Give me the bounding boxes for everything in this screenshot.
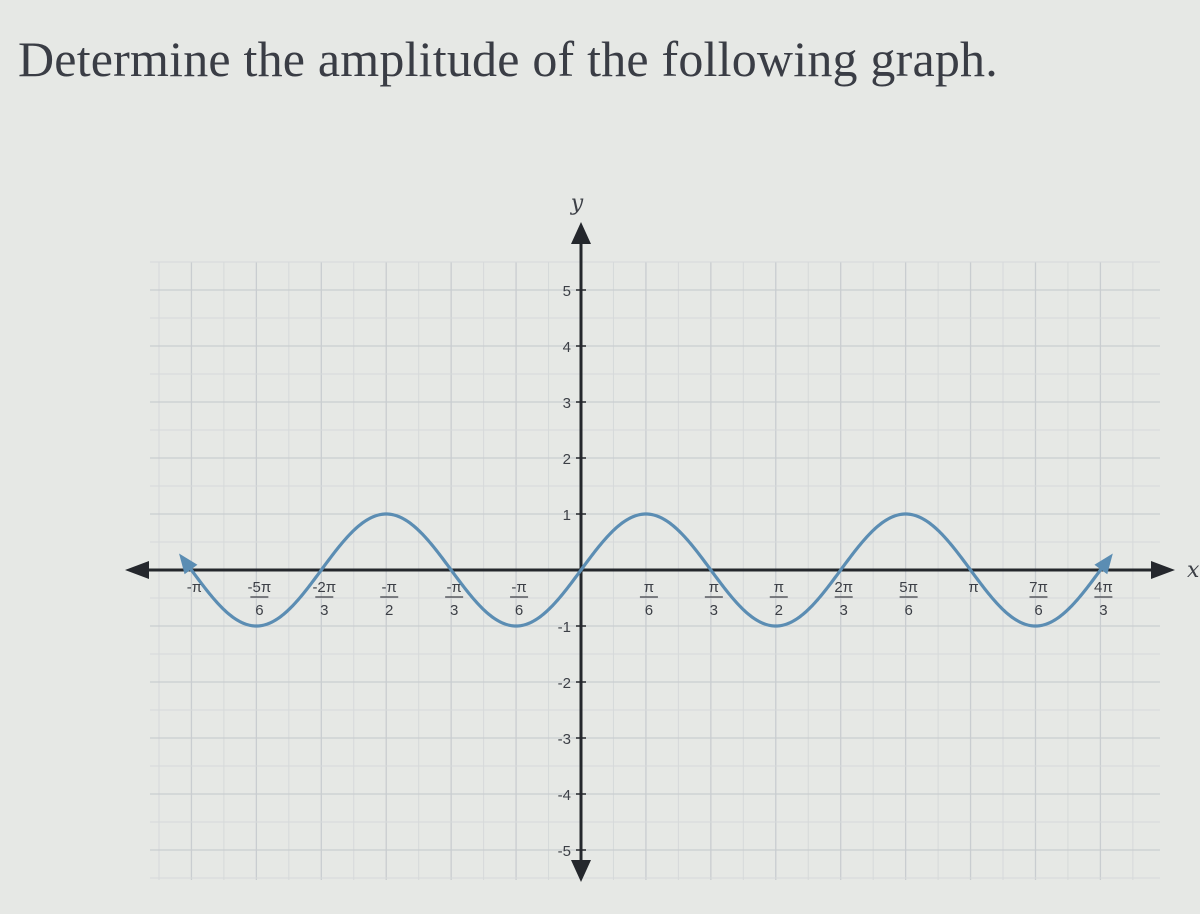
y-axis-top-arrow: [571, 222, 591, 244]
x-tick-numerator: π: [968, 579, 979, 596]
x-tick-denominator: 6: [1034, 602, 1043, 619]
x-tick-labels: [187, 579, 1113, 619]
x-tick-denominator: 3: [1099, 602, 1108, 619]
x-tick-label: [248, 579, 272, 619]
x-tick-denominator: 3: [449, 602, 459, 619]
x-tick-label: [510, 579, 528, 619]
x-tick-numerator: -5π: [247, 579, 272, 596]
axes: [125, 191, 1200, 882]
y-tick-label: -4: [557, 787, 571, 804]
y-axis-label: y: [570, 191, 584, 216]
x-tick-denominator: 6: [514, 602, 524, 619]
x-tick-numerator: 2π: [834, 579, 854, 596]
x-axis-label: x: [1187, 558, 1200, 583]
x-tick-numerator: -π: [186, 579, 203, 596]
x-tick-numerator: -π: [446, 579, 462, 596]
x-tick-denominator: 2: [385, 602, 394, 619]
y-tick-label: -2: [557, 675, 571, 692]
x-tick-denominator: 3: [320, 602, 329, 619]
y-tick-label: -3: [557, 731, 571, 748]
x-tick-label: [1094, 579, 1113, 619]
x-tick-numerator: -π: [381, 579, 397, 596]
y-tick-label: 4: [562, 339, 571, 356]
x-tick-denominator: 6: [904, 602, 913, 619]
x-axis-right-arrow: [1151, 561, 1175, 579]
x-tick-denominator: 6: [255, 602, 264, 619]
x-tick-label: [1029, 579, 1048, 619]
y-tick-label: 3: [562, 395, 571, 412]
question-text: Determine the amplitude of the following graph.: [18, 31, 998, 87]
x-tick-label: [380, 579, 398, 619]
x-tick-numerator: π: [773, 579, 784, 596]
x-tick-denominator: 3: [839, 602, 848, 619]
x-tick-denominator: 3: [709, 602, 719, 619]
x-tick-numerator: π: [643, 579, 655, 596]
x-tick-numerator: 7π: [1029, 579, 1048, 596]
y-tick-label: -5: [557, 843, 571, 860]
x-tick-denominator: 2: [774, 602, 783, 619]
y-tick-label: 5: [562, 283, 571, 300]
x-tick-numerator: 5π: [899, 579, 918, 596]
x-tick-label: [312, 579, 336, 619]
x-tick-numerator: -π: [511, 579, 527, 596]
x-tick-numerator: 4π: [1094, 579, 1113, 596]
x-tick-numerator: -2π: [312, 579, 337, 596]
x-tick-numerator: π: [708, 579, 720, 596]
x-tick-label: [834, 579, 853, 619]
y-tick-label: 2: [562, 451, 571, 468]
y-tick-label: -1: [557, 619, 571, 636]
x-tick-label: [640, 579, 658, 619]
x-tick-label: [899, 579, 918, 619]
y-tick-label: 1: [562, 507, 571, 524]
x-tick-denominator: 6: [644, 602, 654, 619]
x-axis-left-arrow: [125, 561, 149, 579]
y-axis-bottom-arrow: [571, 860, 591, 882]
x-tick-label: [770, 579, 788, 619]
